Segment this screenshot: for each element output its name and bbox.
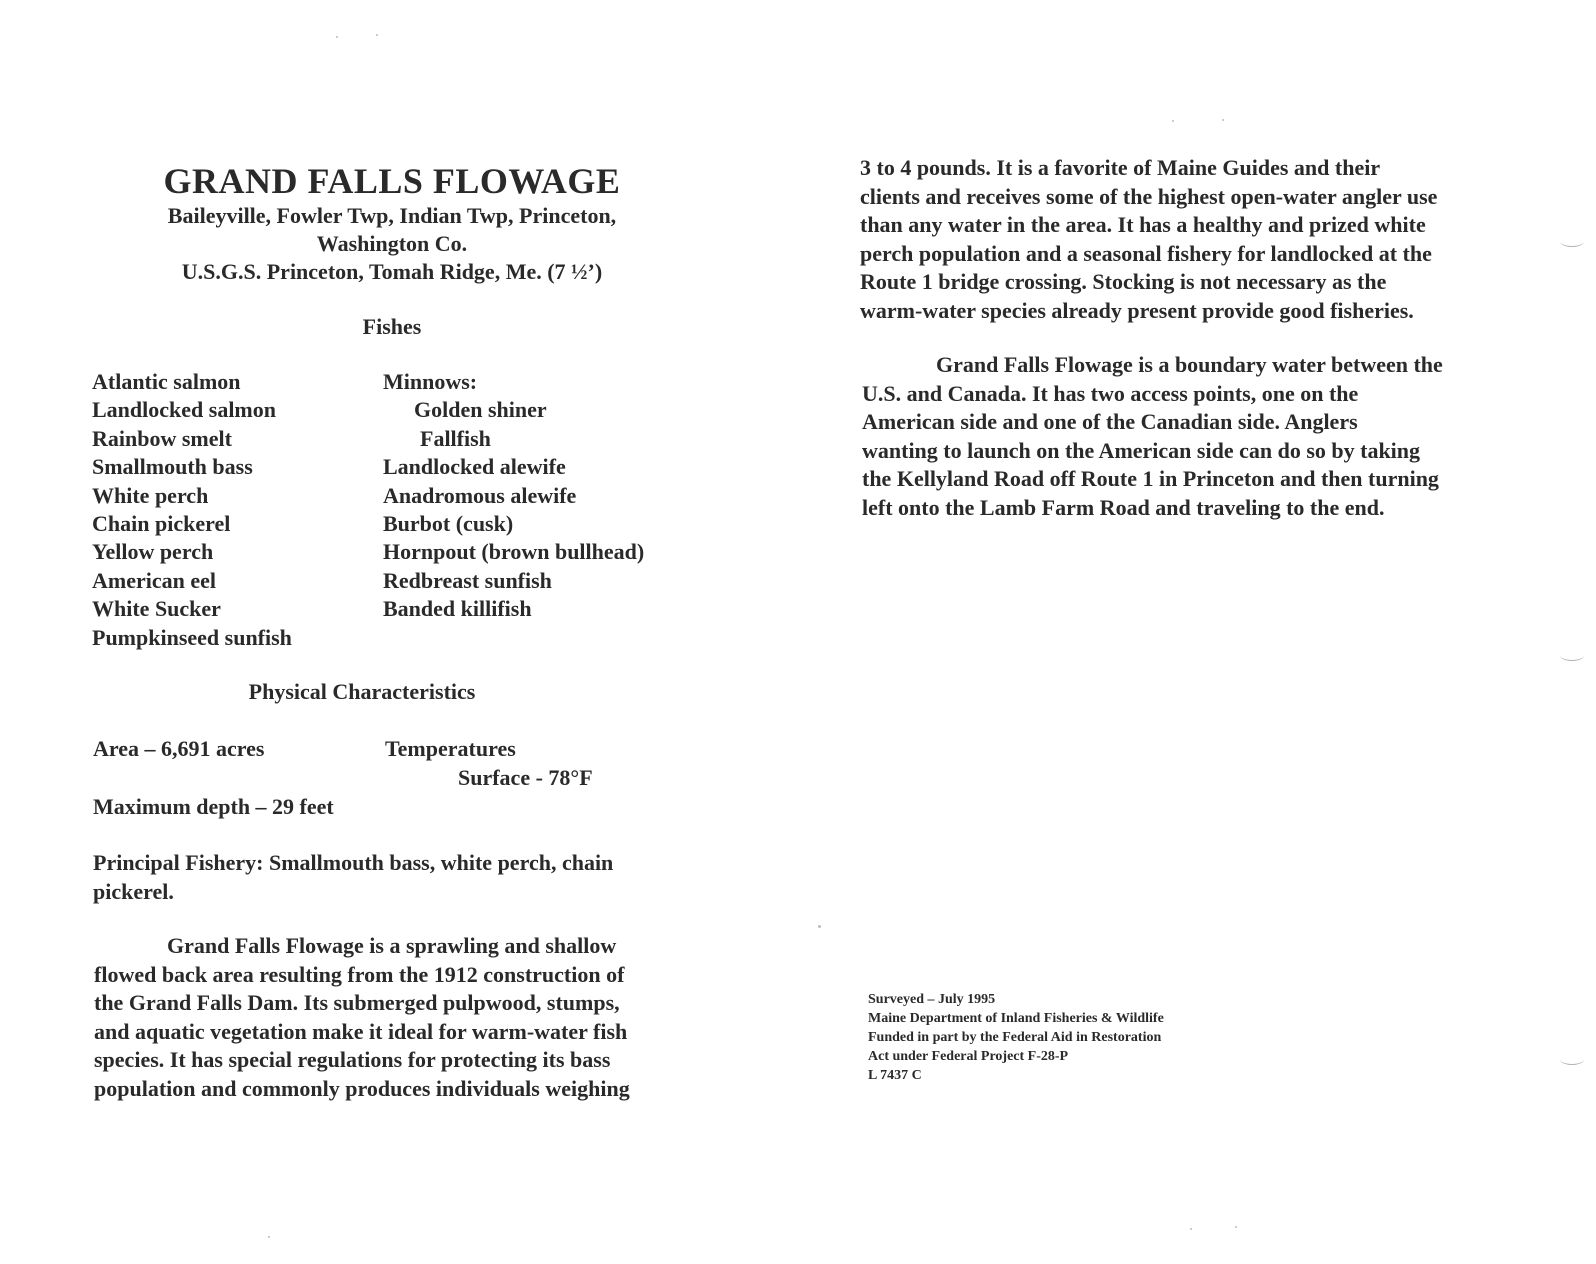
scan-speck	[818, 925, 821, 928]
scan-speck	[1235, 1226, 1237, 1228]
description-right-1	[860, 154, 1437, 325]
paragraph-line: Route 1 bridge crossing. Stocking is not necessary as the	[860, 269, 1387, 294]
usgs-line: U.S.G.S. Princeton, Tomah Ridge, Me. (7 ½’)	[181, 259, 603, 284]
paragraph-line: perch population and a seasonal fishery for landlocked at the	[860, 240, 1432, 266]
list-item: Burbot (cusk)	[383, 511, 514, 537]
max-depth: Maximum depth – 29 feet	[93, 794, 334, 819]
paragraph-line: left onto the Lamb Farm Road and traveling to the end.	[862, 494, 1385, 520]
paragraph-line: wanting to launch on the American side can do so by taking	[862, 437, 1421, 463]
paragraph-line: American side and one of the Canadian side. Anglers	[862, 409, 1358, 434]
scan-speck	[1222, 119, 1224, 121]
list-item: Anadromous alewife	[383, 482, 577, 508]
paragraph-line: species. It has special regulations for protecting its bass	[94, 1047, 611, 1072]
list-item: White perch	[92, 482, 209, 508]
paragraph-line: the Kellyland Road off Route 1 in Princeton and then turning	[862, 466, 1439, 491]
scan-speck	[336, 36, 338, 38]
physical-heading: Physical Characteristics	[248, 679, 476, 704]
paragraph-line: warm-water species already present provide good fisheries.	[860, 297, 1414, 323]
surveyed-date: Surveyed – July 1995	[868, 992, 996, 1007]
scan-edge-mark	[1560, 1054, 1584, 1065]
list-item: Landlocked salmon	[92, 397, 276, 423]
county-line: Washington Co.	[316, 231, 468, 256]
list-item: Banded killifish	[383, 596, 532, 622]
paragraph-line: U.S. and Canada. It has two access points, one on the	[862, 380, 1359, 406]
scan-edge-mark	[1560, 236, 1584, 247]
principal-fishery	[93, 849, 613, 906]
paragraph-line: 3 to 4 pounds. It is a favorite of Maine Guides and their	[860, 155, 1381, 180]
list-item: Rainbow smelt	[92, 425, 232, 451]
list-item: Yellow perch	[92, 539, 214, 565]
list-item: American eel	[92, 567, 216, 593]
paragraph-line: Grand Falls Flowage is a sprawling and shallow	[167, 933, 617, 958]
description-left	[94, 932, 630, 1103]
list-item: White Sucker	[92, 596, 221, 622]
paragraph-line: clients and receives some of the highest open-water angler use	[860, 183, 1438, 209]
principal-fishery-line: Principal Fishery: Smallmouth bass, white perch, chain	[93, 850, 614, 875]
description-right-2	[862, 351, 1443, 522]
list-item: Fallfish	[420, 425, 491, 451]
fishes-heading: Fishes	[362, 314, 422, 339]
surface-temperature: Surface - 78°F	[458, 765, 593, 790]
list-item: Minnows:	[383, 369, 478, 394]
survey-credits	[868, 990, 1164, 1085]
page-title: GRAND FALLS FLOWAGE	[163, 161, 621, 201]
principal-fishery-line: pickerel.	[93, 878, 174, 904]
scan-speck	[1190, 1228, 1192, 1230]
federal-project: Act under Federal Project F-28-P	[868, 1049, 1069, 1064]
list-item: Smallmouth bass	[92, 454, 253, 480]
scan-speck	[376, 34, 378, 36]
fish-list-right	[383, 368, 644, 624]
paragraph-line: Grand Falls Flowage is a boundary water between the	[936, 352, 1443, 377]
list-item: Pumpkinseed sunfish	[92, 624, 292, 650]
scan-speck	[268, 1236, 270, 1238]
department-name: Maine Department of Inland Fisheries & Wildlife	[868, 1011, 1164, 1026]
paragraph-line: flowed back area resulting from the 1912 construction of	[94, 961, 625, 987]
temperatures-label: Temperatures	[385, 736, 516, 761]
list-item: Redbreast sunfish	[383, 567, 552, 593]
list-item: Chain pickerel	[92, 511, 231, 537]
list-item: Landlocked alewife	[383, 454, 566, 480]
area-value: Area – 6,691 acres	[93, 736, 265, 761]
list-item: Golden shiner	[414, 397, 547, 423]
list-item: Hornpout (brown bullhead)	[383, 539, 645, 565]
paragraph-line: than any water in the area. It has a healthy and prized white	[860, 212, 1426, 237]
scan-speck	[1172, 120, 1174, 122]
paragraph-line: population and commonly produces individuals weighing	[94, 1075, 630, 1101]
funding-note: Funded in part by the Federal Aid in Restoration	[868, 1030, 1162, 1045]
paragraph-line: and aquatic vegetation make it ideal for warm-water fish	[94, 1018, 628, 1044]
paragraph-line: the Grand Falls Dam. Its submerged pulpwood, stumps,	[94, 990, 620, 1015]
list-item: Atlantic salmon	[92, 369, 241, 394]
towns-line: Baileyville, Fowler Twp, Indian Twp, Princeton,	[167, 203, 617, 228]
scan-edge-mark	[1560, 650, 1584, 661]
document-code: L 7437 C	[868, 1068, 922, 1083]
fish-list-left	[92, 368, 292, 652]
